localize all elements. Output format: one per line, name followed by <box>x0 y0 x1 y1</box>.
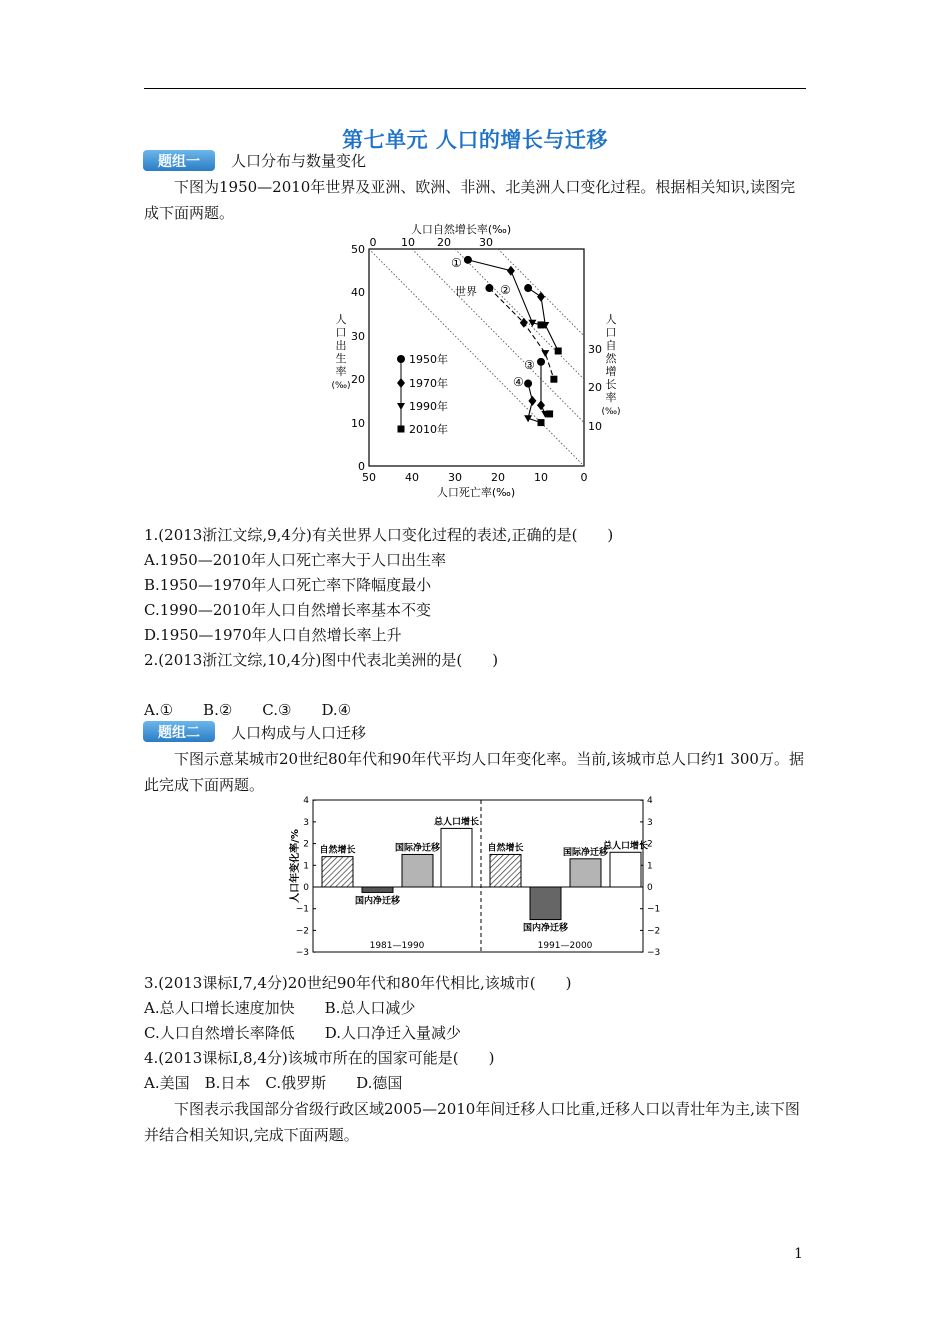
question-1-option-b: B.1950—1970年人口死亡率下降幅度最小 <box>144 576 432 594</box>
bar-label: 国际净迁移 <box>562 847 609 858</box>
bar-label: 总人口增长 <box>433 817 480 828</box>
bar-label: 国内净迁移 <box>522 923 569 934</box>
bar-label: 总人口增长 <box>602 841 649 852</box>
bottom-tick: 10 <box>534 471 548 484</box>
point-2010 <box>550 376 557 383</box>
bar-series-layer <box>319 815 648 933</box>
top-tick: 20 <box>437 236 451 249</box>
bar-1981—1990-3 <box>441 828 472 887</box>
tick-label-left: −1 <box>295 904 309 915</box>
left-tick: 40 <box>351 286 365 299</box>
tick-label-left: −3 <box>295 948 309 959</box>
scatter-series-layer <box>464 256 562 426</box>
series-label-4: ④ <box>513 375 524 389</box>
bar-1981—1990-0 <box>322 857 353 887</box>
top-tick: 10 <box>401 236 415 249</box>
top-tick: 0 <box>369 236 377 249</box>
legend-marker-1990 <box>397 403 405 410</box>
series-line-2 <box>489 288 554 379</box>
point-2010 <box>555 347 562 354</box>
bar-1991—2000-2 <box>570 859 601 887</box>
series-label-3: ③ <box>524 358 535 372</box>
group-tag-1: 题组一 <box>143 150 215 171</box>
point-1970 <box>507 266 515 276</box>
page-number: 1 <box>794 1246 803 1262</box>
right-axis-char: 增 <box>605 365 617 378</box>
left-tick: 10 <box>351 417 365 430</box>
question-3-options-cd: C.人口自然增长率降低 D.人口净迁入量减少 <box>144 1024 461 1042</box>
tick-label-left: 3 <box>303 817 309 828</box>
tick-label-right: 3 <box>647 817 653 828</box>
right-tick: 20 <box>588 381 602 394</box>
bar-label: 自然增长 <box>487 843 524 854</box>
top-axis-label: 人口自然增长率(‰) <box>410 223 512 236</box>
tick-label-right: −2 <box>647 926 661 937</box>
legend-label: 1990年 <box>409 400 448 413</box>
tick-label-right: −3 <box>647 948 661 959</box>
point-2010 <box>546 410 553 417</box>
right-axis-char: 口 <box>605 326 617 339</box>
left-tick: 30 <box>351 330 365 343</box>
series-label-2: ② <box>500 283 511 297</box>
point-2010 <box>538 419 545 426</box>
tick-label-right: 1 <box>647 861 653 872</box>
question-1: 1.(2013浙江文综,9,4分)有关世界人口变化过程的表述,正确的是( ) <box>144 526 614 544</box>
group-tag-2: 题组二 <box>143 721 215 742</box>
bar-1991—2000-3 <box>610 852 641 887</box>
period-label-1: 1981—1990 <box>369 941 425 951</box>
series-label-1: ① <box>451 256 462 270</box>
bar-label: 国内净迁移 <box>354 896 401 907</box>
question-1-option-c: C.1990—2010年人口自然增长率基本不变 <box>144 601 432 619</box>
bar-chart-ylabel: 人口年变化率/% <box>290 829 301 903</box>
right-axis-char: 自 <box>605 339 617 352</box>
bar-1991—2000-1 <box>530 887 561 920</box>
question-4-options: A.美国 B.日本 C.俄罗斯 D.德国 <box>144 1074 403 1092</box>
tick-label-left: −2 <box>295 926 309 937</box>
legend-label: 2010年 <box>409 423 448 436</box>
right-axis-char: (‰) <box>601 407 621 417</box>
question-1-option-a: A.1950—2010年人口死亡率大于人口出生率 <box>144 551 446 569</box>
right-tick: 30 <box>588 343 602 356</box>
bar-1981—1990-2 <box>402 854 433 887</box>
bar-label: 国际净迁移 <box>394 843 441 854</box>
right-axis-char: 率 <box>605 391 617 404</box>
period-label-2: 1991—2000 <box>537 941 593 951</box>
tick-label-right: −1 <box>647 904 661 915</box>
left-tick: 0 <box>358 460 365 473</box>
question-2: 2.(2013浙江文综,10,4分)图中代表北美洲的是( ) <box>144 651 499 669</box>
question-2-options: A.① B.② C.③ D.④ <box>144 701 352 719</box>
question-3-options-ab: A.总人口增长速度加快 B.总人口减少 <box>144 999 416 1017</box>
right-tick: 10 <box>588 420 602 433</box>
bar-1991—2000-0 <box>490 854 521 887</box>
population-change-bar-chart <box>284 795 670 961</box>
tick-label-left: 2 <box>303 839 309 850</box>
bar-1981—1990-1 <box>362 887 393 892</box>
page-title: 第七单元 人口的增长与迁移 <box>342 127 608 152</box>
right-axis-char: 然 <box>605 352 617 365</box>
question-1-option-d: D.1950—1970年人口自然增长率上升 <box>144 626 402 644</box>
right-axis-char: 长 <box>605 378 617 391</box>
left-axis-char: 出 <box>335 339 347 352</box>
tick-label-left: 1 <box>303 861 309 872</box>
tick-label-left: 0 <box>303 883 309 893</box>
population-scatter-chart <box>320 218 640 503</box>
bottom-tick: 50 <box>362 471 376 484</box>
intro-paragraph-1: 下图为1950—2010年世界及亚洲、欧洲、非洲、北美洲人口变化过程。根据相关知识,读图完成下面两题。 <box>144 178 796 222</box>
tick-label-right: 0 <box>647 883 653 893</box>
group-heading-1: 人口分布与数量变化 <box>231 152 367 170</box>
bottom-tick: 30 <box>448 471 462 484</box>
legend-marker-1950 <box>397 355 405 363</box>
left-axis-char: (‰) <box>331 381 351 391</box>
tick-label-left: 4 <box>303 796 309 807</box>
question-4: 4.(2013课标Ⅰ,8,4分)该城市所在的国家可能是( ) <box>144 1049 495 1067</box>
bottom-tick: 0 <box>580 471 588 484</box>
question-3: 3.(2013课标Ⅰ,7,4分)20世纪90年代和80年代相比,该城市( ) <box>144 974 572 992</box>
left-tick: 20 <box>351 373 365 386</box>
left-tick: 50 <box>351 243 365 256</box>
series-label-world: 世界 <box>455 285 477 298</box>
bottom-tick: 40 <box>405 471 419 484</box>
top-tick: 30 <box>479 236 493 249</box>
right-axis-char: 人 <box>605 313 617 326</box>
left-axis-char: 人 <box>335 313 347 326</box>
tick-label-right: 2 <box>647 839 653 850</box>
legend-label: 1970年 <box>409 377 448 390</box>
header-rule <box>144 88 806 89</box>
point-1950 <box>464 256 472 264</box>
point-1950 <box>524 380 532 388</box>
point-1970 <box>528 396 536 406</box>
intro-paragraph-2: 下图示意某城市20世纪80年代和90年代平均人口年变化率。当前,该城市总人口约1 300万。据此完成下面两题。 <box>144 750 804 794</box>
group-heading-2: 人口构成与人口迁移 <box>231 724 367 742</box>
bottom-axis-label: 人口死亡率(‰) <box>436 486 516 499</box>
left-axis-char: 口 <box>335 326 347 339</box>
tick-label-right: 4 <box>647 796 653 807</box>
chart1-legend <box>397 352 448 436</box>
point-1970 <box>537 292 545 302</box>
intro-paragraph-3: 下图表示我国部分省级行政区域2005—2010年间迁移人口比重,迁移人口以青壮年为主,读下图并结合相关知识,完成下面两题。 <box>144 1100 800 1144</box>
legend-label: 1950年 <box>409 353 448 366</box>
point-1950 <box>524 284 532 292</box>
left-axis-char: 生 <box>335 352 347 365</box>
bottom-tick: 20 <box>491 471 505 484</box>
legend-marker-2010 <box>398 426 405 433</box>
point-1990 <box>541 350 549 357</box>
legend-marker-1970 <box>397 378 405 388</box>
point-1950 <box>537 358 545 366</box>
point-1950 <box>485 284 493 292</box>
point-1970 <box>537 400 545 410</box>
isoline-30 <box>498 249 640 466</box>
bar-label: 自然增长 <box>319 845 356 856</box>
left-axis-char: 率 <box>335 365 347 378</box>
